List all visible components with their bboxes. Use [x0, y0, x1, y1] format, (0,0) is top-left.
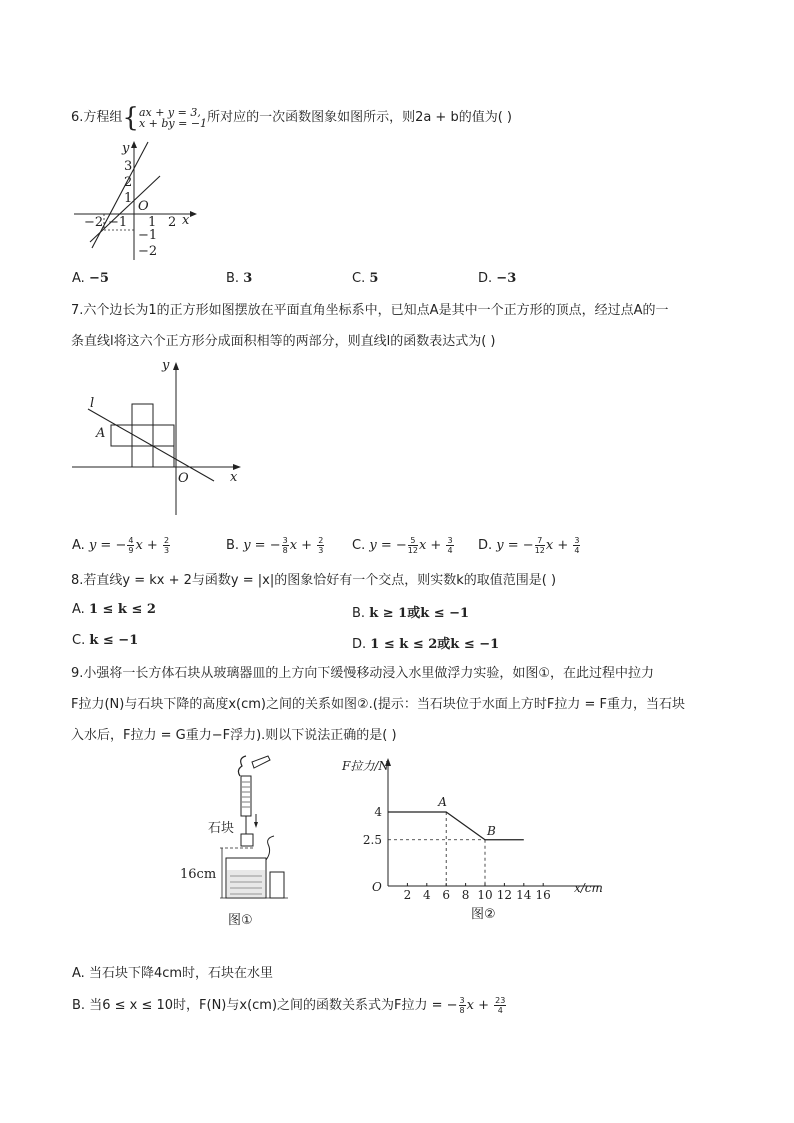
chart-point-b-label: B: [487, 823, 496, 838]
q9-stone-label: 石块: [208, 821, 235, 836]
frac-num: 3: [459, 996, 465, 1005]
q9-fig2-chart: [338, 752, 610, 932]
frac-den: 8: [282, 546, 288, 555]
q7-y-arrow: [173, 362, 179, 370]
q7-option-d[interactable]: [478, 536, 581, 555]
frac-num: 7: [535, 536, 545, 546]
option-text: k ≤ −1: [89, 633, 139, 648]
frac-1: [282, 536, 289, 555]
q8-option-a[interactable]: [72, 602, 156, 617]
q6-option-d[interactable]: [478, 271, 516, 286]
option-letter: B.: [72, 998, 86, 1013]
frac-num: 3: [447, 536, 453, 545]
frac-1: [459, 996, 466, 1015]
q8-option-d[interactable]: [352, 633, 499, 652]
q7-option-a[interactable]: [72, 536, 171, 555]
q6-y-tick-neg2: −2: [138, 244, 158, 259]
q7-option-b[interactable]: [226, 536, 325, 555]
q9-line2: F拉力(N)与石块下降的高度x(cm)之间的关系如图②.(提示：当石块位于水面上方时F拉力 = F重力，当石块: [71, 697, 685, 712]
q6-graph: [72, 138, 202, 262]
option-pre: y = −: [369, 538, 407, 553]
frac-den: 4: [497, 1006, 503, 1015]
frac-num: 5: [408, 536, 418, 546]
frac-num: 2: [163, 536, 170, 545]
q6-suffix: 所对应的一次函数图象如图所示，则2a + b的值为( ): [207, 110, 512, 125]
frac-1: [535, 536, 545, 555]
q6-brace: {: [122, 103, 139, 133]
option-text: 1 ≤ k ≤ 2: [88, 602, 156, 617]
q6-y-tick-neg1: −1: [138, 228, 158, 243]
option-pre: 当6 ≤ x ≤ 10时，F(N)与x(cm)之间的函数关系式为F拉力 = −: [89, 998, 458, 1013]
q6-y-tick-1: 1: [124, 191, 133, 206]
chart-x-tick-label: 14: [516, 888, 532, 902]
frac-den: 3: [318, 546, 324, 555]
frac-1: [127, 536, 134, 555]
frac-2: [446, 536, 453, 555]
q7-point-a: A: [96, 426, 106, 441]
stone-block: [241, 834, 253, 846]
frac-den: 3: [163, 546, 170, 555]
option-text: 5: [369, 271, 379, 286]
option-pre: y = −: [243, 538, 281, 553]
frac-2: [494, 996, 506, 1015]
option-mid: x +: [545, 538, 573, 553]
q7-x-label: x: [230, 470, 238, 485]
q6-eq1: ax + y = 3,: [138, 106, 201, 119]
option-letter: B.: [226, 271, 240, 286]
q6-x-tick-2: 2: [168, 215, 177, 230]
hook-icon: [238, 756, 246, 776]
q9-option-b[interactable]: [72, 994, 507, 1015]
frac-den: 8: [459, 1006, 465, 1015]
small-cup: [270, 872, 284, 898]
spout: [266, 836, 274, 860]
option-letter: C.: [352, 271, 366, 286]
option-text: −3: [496, 271, 517, 286]
chart-y-tick-label: 4: [374, 805, 382, 819]
frac-num: 2: [318, 536, 324, 545]
option-text: −5: [88, 271, 109, 286]
frac-den: 9: [128, 546, 134, 555]
option-mid: x +: [466, 998, 494, 1013]
q6-y-tick-2: 2: [124, 175, 133, 190]
option-mid: x +: [289, 538, 317, 553]
frac-num: 3: [282, 536, 288, 545]
chart-origin: O: [372, 880, 382, 894]
option-mid: x +: [418, 538, 446, 553]
option-letter: A.: [72, 602, 85, 617]
frac-1: [408, 536, 418, 555]
chart-x-label: x/cm: [574, 881, 603, 895]
option-letter: B.: [352, 606, 366, 621]
q6-stem: [71, 105, 512, 131]
chart-x-tick-label: 2: [403, 888, 412, 902]
q6-option-b[interactable]: [226, 271, 252, 286]
q6-origin: O: [138, 199, 149, 214]
q7-square: [132, 446, 153, 467]
q9-fig1-caption: 图①: [228, 913, 253, 928]
option-letter: D.: [478, 271, 493, 286]
chart-x-tick-label: 6: [442, 888, 451, 902]
option-text: 3: [243, 271, 253, 286]
q7-origin: O: [178, 471, 189, 486]
chart-x-tick-label: 8: [461, 888, 470, 902]
option-letter: C.: [72, 633, 86, 648]
frac-num: 3: [574, 536, 580, 545]
chart-x-tick-label: 16: [535, 888, 551, 902]
q9-height-label: 16cm: [180, 867, 217, 882]
q6-option-a[interactable]: [72, 271, 109, 286]
option-text: 1 ≤ k ≤ 2或k ≤ −1: [370, 637, 500, 652]
clamp-icon: [252, 756, 270, 768]
q8-stem: 8.若直线y = kx + 2与函数y = |x|的图象恰好有一个交点，则实数k的取值范围是( ): [71, 573, 557, 588]
q9-fig1: [178, 752, 298, 932]
chart-series-line: [388, 812, 524, 840]
q7-graph: [72, 355, 248, 519]
q7-squares: [111, 404, 174, 467]
option-letter: A.: [72, 966, 85, 981]
q9-fig2-caption: 图②: [471, 907, 496, 922]
q9-line3: 入水后，F拉力 = G重力−F浮力).则以下说法正确的是( ): [71, 728, 397, 743]
q8-option-c[interactable]: [72, 633, 138, 648]
option-mid: x +: [135, 538, 162, 553]
q6-eq2: x + by = −1: [138, 117, 208, 130]
frac-den: 4: [447, 546, 453, 555]
q6-x-tick-neg1: −1: [108, 215, 128, 230]
q7-square: [153, 425, 174, 446]
q6-y-arrow: [131, 141, 137, 148]
q6-x-tick-1: 1: [148, 215, 157, 230]
q6-x-label: x: [182, 213, 190, 228]
q8-option-b[interactable]: [352, 602, 469, 621]
q9-line1: 9.小强将一长方体石块从玻璃器皿的上方向下缓慢移动浸入水里做浮力实验，如图①，在此过程中拉力: [71, 666, 655, 681]
q7-line-label: l: [90, 396, 95, 411]
frac-den: 12: [534, 546, 545, 555]
q6-y-tick-3: 3: [124, 159, 133, 174]
water: [227, 870, 265, 897]
q9-option-a[interactable]: [72, 962, 273, 981]
option-text: 当石块下降4cm时，石块在水里: [88, 966, 274, 981]
frac-2: [573, 536, 580, 555]
option-letter: B.: [226, 538, 240, 553]
frac-den: 4: [574, 546, 580, 555]
frac-2: [163, 536, 170, 555]
q7-square: [132, 404, 153, 425]
chart-y-tick-label: 2.5: [362, 832, 382, 847]
chart-x-tick-label: 4: [422, 888, 431, 902]
option-letter: A.: [72, 271, 85, 286]
q7-option-c[interactable]: [352, 536, 455, 555]
chart-x-tick-label: 12: [496, 888, 513, 902]
q6-x-arrow: [190, 211, 197, 217]
frac-num: 23: [495, 996, 506, 1005]
frac-2: [317, 536, 324, 555]
option-letter: C.: [352, 538, 366, 553]
option-pre: y = −: [496, 538, 534, 553]
chart-point-a-label: A: [438, 795, 447, 809]
option-text: k ≥ 1或k ≤ −1: [369, 606, 470, 621]
frac-den: 12: [407, 546, 418, 555]
q6-system: [139, 107, 207, 129]
q6-option-c[interactable]: [352, 271, 378, 286]
frac-num: 4: [128, 536, 134, 545]
q7-line2: 条直线l将这六个正方形分成面积相等的两部分，则直线l的函数表达式为( ): [71, 334, 496, 349]
q6-y-label: y: [122, 141, 130, 156]
option-letter: D.: [478, 538, 493, 553]
q7-line-l: [88, 409, 214, 481]
option-letter: D.: [352, 637, 367, 652]
q6-prefix: 6.方程组: [71, 110, 123, 125]
q6-x-tick-neg2: −2: [84, 215, 104, 230]
q7-line1: 7.六个边长为1的正方形如图摆放在平面直角坐标系中，已知点A是其中一个正方形的顶点，经过点A的一: [71, 303, 669, 318]
chart-x-tick-label: 10: [477, 888, 493, 902]
chart-y-label: F拉力/N: [342, 759, 389, 773]
option-letter: A.: [72, 538, 85, 553]
q7-y-label: y: [162, 358, 170, 373]
option-pre: y = −: [88, 538, 127, 553]
